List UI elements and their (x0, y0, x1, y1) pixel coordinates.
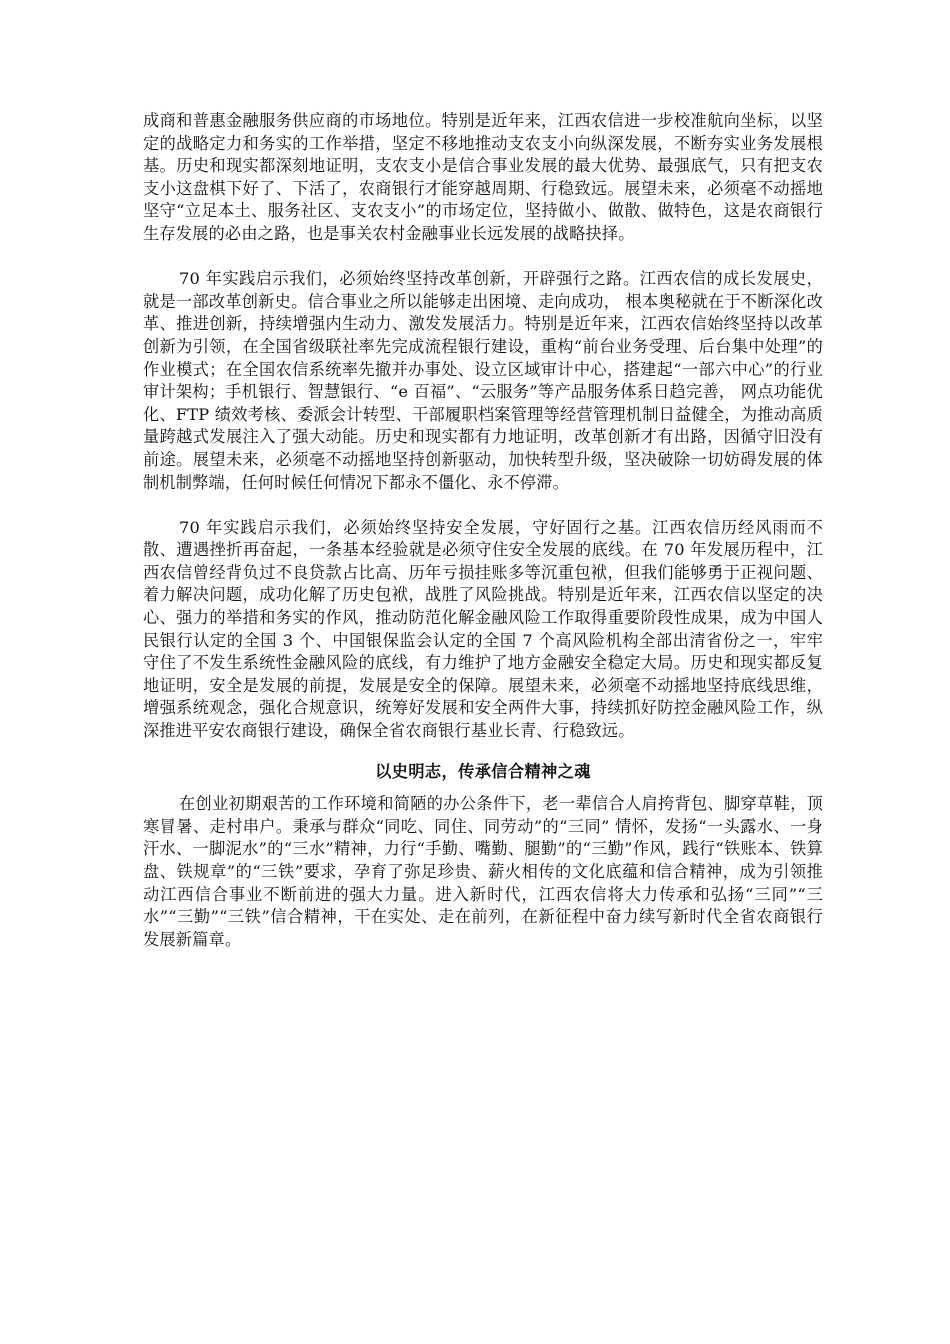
paragraph-reform-innovation: 70 年实践启示我们，必须始终坚持改革创新，开辟强行之路。江西农信的成长发展史，就是一部改革创新史。信合事业之所以能够走出困境、走向成功， 根本奥秘就在于不断深化改革、推进创新，持续增强内生动力、激发发展活力。特别是近年来，江西农信始终坚持以改革创新为引领，在全国省级联社率先完成流程银行建设，重构“前台业务受理、后台集中处理”的作业模式；在全国农信系统率先撤并办事处、设立区域审计中心，搭建起“一部六中心”的行业审计架构；手机银行、智慧银行、“e 百福”、“云服务”等产品服务体系日趋完善， 网点功能优化、FTP 绩效考核、委派会计转型、干部履职档案管理等经营管理机制日益健全，为推动高质量跨越式发展注入了强大动能。历史和现实都有力地证明，改革创新才有出路，因循守旧没有前途。展望未来，必须毫不动摇地坚持创新驱动，加快转型升级，坚决破除一切妨碍发展的体制机制弊端，任何时候任何情况下都永不僵化、永不停滞。 (143, 269, 823, 492)
section-heading: 以史明志，传承信合精神之魂 (375, 761, 591, 781)
paragraph-rural-finance-positioning: 成商和普惠金融服务供应商的市场地位。特别是近年来，江西农信进一步校准航向坐标，以坚定的战略定力和务实的工作举措，坚定不移地推动支农支小向纵深发展，不断夯实业务发展根基。历史和现实都深刻地证明，支农支小是信合事业发展的最大优势、最强底气，只有把支农支小这盘棋下好了、下活了，农商银行才能穿越周期、行稳致远。展望未来，必须毫不动摇地坚守“立足本土、服务社区、支农支小”的市场定位，坚持做小、做散、做特色，这是农商银行生存发展的必由之路，也是事关农村金融事业长远发展的战略抉择。 (143, 111, 823, 243)
paragraph-safe-development: 70 年实践启示我们，必须始终坚持安全发展，守好固行之基。江西农信历经风雨而不散、遭遇挫折再奋起，一条基本经验就是必须守住安全发展的底线。在 70 年发展历程中，江西农信曾经背负过不良贷款占比高、历年亏损挂账多等沉重包袱，但我们能够勇于正视问题、着力解决问题，成功化解了历史包袱，战胜了风险挑战。特别是近年来，江西农信以坚定的决心、强力的举措和务实的作风，推动防范化解金融风险工作取得重要阶段性成果，成为中国人民银行认定的全国 3 个、中国银保监会认定的全国 7 个高风险机构全部出清省份之一，牢牢守住了不发生系统性金融风险的底线，有力维护了地方金融安全稳定大局。历史和现实都反复地证明，安全是发展的前提，发展是安全的保障。展望未来，必须毫不动摇地坚持底线思维，增强系统观念，强化合规意识，统筹好发展和安全两件大事，持续抓好防控金融风险工作，纵深推进平安农商银行建设，确保全省农商银行基业长青、行稳致远。 (143, 517, 823, 741)
paragraph-credit-spirit: 在创业初期艰苦的工作环境和简陋的办公条件下，老一辈信合人肩挎背包、脚穿草鞋，顶寒冒暑、走村串户。秉承与群众“同吃、同住、同劳动”的“三同” 情怀，发扬“一头露水、一身汗水、一脚泥水”的“三水”精神，力行“手勤、嘴勤、腿勤”的“三勤”作风，践行“铁账本、铁算盘、铁规章”的“三铁”要求，孕育了弥足珍贵、薪火相传的文化底蕴和信合精神，成为引领推动江西信合事业不断前进的强大力量。进入新时代，江西农信将大力传承和弘扬“三同”“三水”“三勤”“三铁”信合精神，干在实处、走在前列，在新征程中奋力续写新时代全省农商银行发展新篇章。 (143, 794, 823, 949)
document-page (143, 110, 823, 951)
